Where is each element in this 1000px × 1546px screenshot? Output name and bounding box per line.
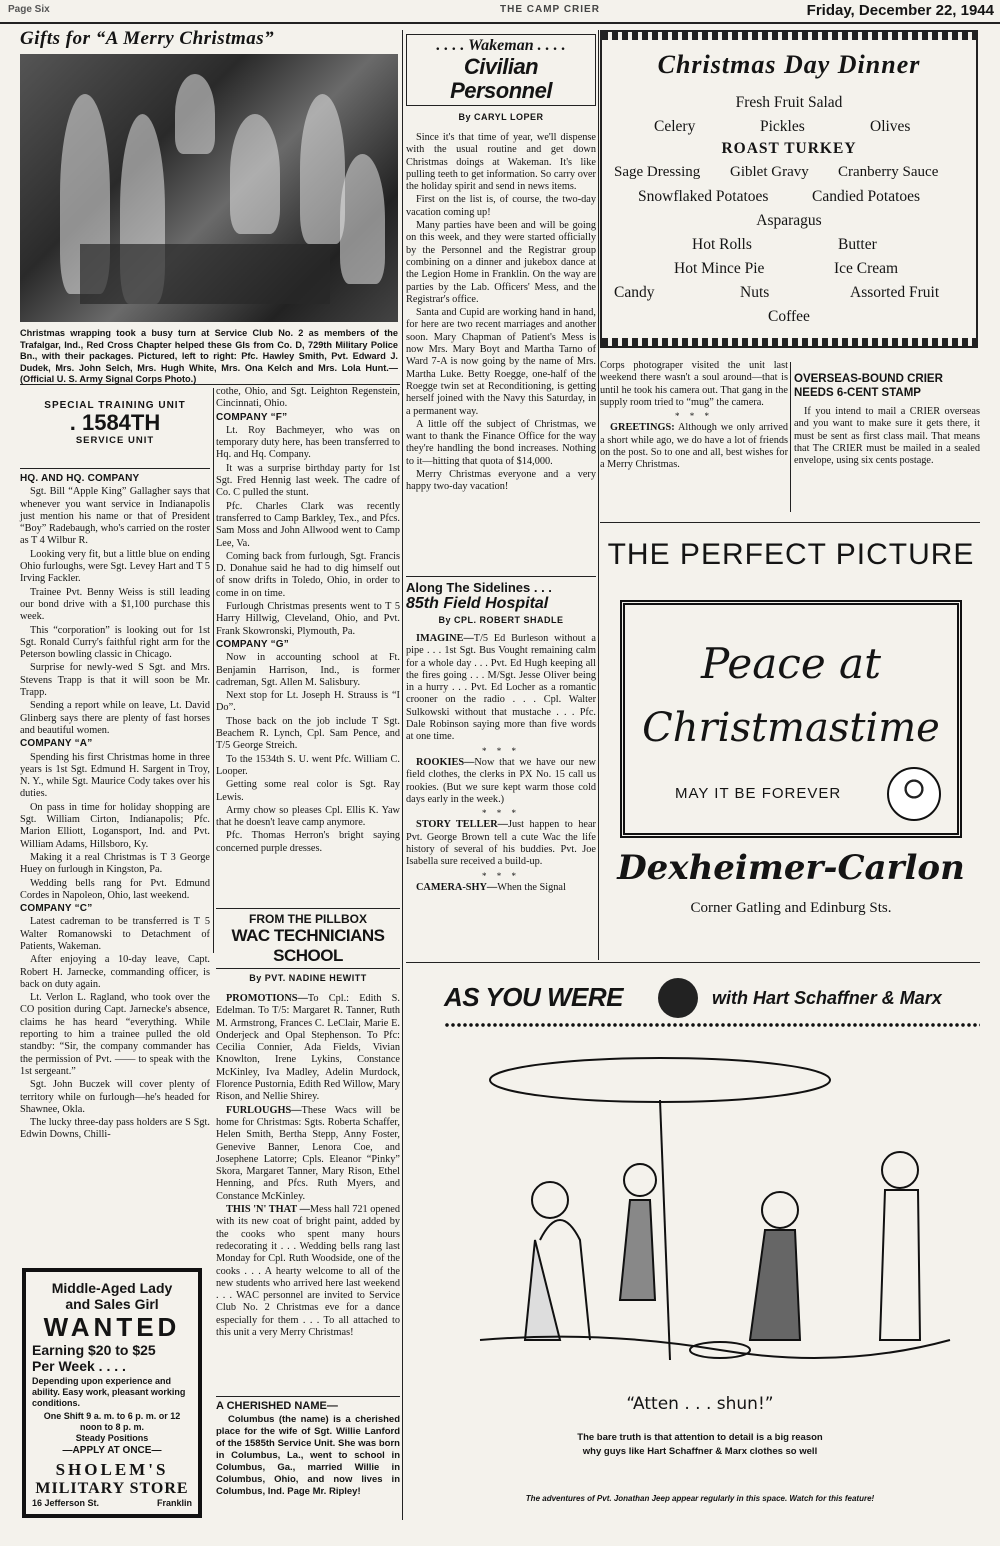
wanted-line: Per Week . . . . (32, 1358, 126, 1374)
menu-item: Hot Mince Pie (674, 260, 765, 277)
training-para: Sgt. Bill “Apple King” Gallagher says that whenever you want service in Indianapolis just mention his name or that of President “Boy” Radebaugh, who's carried on the roster as T 4 Wilbur R. (20, 486, 210, 547)
masthead-name: THE CAMP CRIER (500, 4, 600, 15)
menu-item: Candy (614, 284, 655, 301)
christmastime-script: Christmastime (642, 705, 940, 751)
menu-item: Hot Rolls (692, 236, 752, 253)
as-you-were-heading: AS YOU WERE (444, 982, 623, 1012)
corps-photographer-text (600, 360, 788, 480)
menu-item: Ice Cream (834, 260, 899, 277)
sidelines-text: Just happen to hear Pvt. George Brown tell a cute Wac the life history of several of his buddies. Pvt. Joe Isabella sure received a build-up. (406, 819, 596, 868)
menu-item: Nuts (740, 284, 770, 301)
wanted-line: Steady Positions (75, 1433, 149, 1443)
menu-item: ROAST TURKEY (721, 140, 857, 157)
training-para: Pfc. Charles Clark was recently transferred to Camp Barkley, Tex., and Pfcs. Sam Moss and John Allwood went to Camp Lee, Va. (216, 500, 400, 549)
menu-item: Giblet Gravy (730, 164, 809, 180)
rule-above-wac (216, 908, 400, 909)
civilian-byline: By CARYL LOPER (458, 112, 544, 122)
gifts-title: Gifts for “A Merry Christmas” (20, 28, 275, 49)
civilian-title: Civilian Personnel (450, 54, 552, 103)
jeep-logo-icon (658, 978, 698, 1018)
training-para: This “corporation” is looking out for 1st Sgt. Ronald Curry's faithful right arm for the Peterson bowling classic in Chicago. (20, 624, 210, 661)
training-subtitle: SERVICE UNIT (75, 435, 155, 446)
civilian-kicker: . . . . Wakeman . . . . (436, 37, 566, 54)
menu-item: Coffee (768, 308, 810, 325)
wanted-line: and Sales Girl (65, 1296, 159, 1312)
perfect-picture-title: THE PERFECT PICTURE (607, 538, 975, 571)
wac-text: These Wacs will be home for Christmas: Sgts. Roberta Schaffer, Helen Smith, Bertha Stepp, Anny Foster, Genevive Banner, Lenora Coe, and Josephene Latorre; Cpls. Eleanor “Pinky” Skora, Margaret Tanner, Mary Rison, Ethel Henning, and Pfcs. Ruth Myers, and Constance McKinley. (216, 1104, 400, 1202)
dexheimer-frame (620, 600, 962, 838)
training-column-2 (216, 386, 400, 856)
dexheimer-address: Corner Gatling and Edinburg Sts. (690, 900, 892, 916)
company-subhead: COMPANY “G” (216, 638, 289, 650)
menu-item: Assorted Fruit (850, 284, 940, 301)
training-para: Furlough Christmas presents went to T 5 Harry Hillwig, Cleveland, Ohio, and Pvt. Frank Skowronski, Plymouth, Pa. (216, 601, 400, 637)
cherished-title-text: A CHERISHED NAME (216, 1400, 327, 1412)
training-para: To the 1534th S. U. went Pfc. William C. Looper. (216, 753, 400, 777)
wac-text: Mess hall 721 opened with its new coat of bright paint, added by the cooks who spent many hours redecorating it . . . Wedding bells rang last Monday for Cpl. Ruth Woodside, one of the cooks . . . A hearty welcome to all of the new students who arrived here last weekend . . . WAC personnel are invited to Service Club No. 2 Christmas eve for a dance especially for them . . . To all attached to this unit a very Merry Christmas! (216, 1204, 400, 1339)
wac-lead: PROMOTIONS— (226, 993, 308, 1004)
wac-text: To Cpl.: Edith S. Edelman. To T/5: Margaret R. Tanner, Ruth M. Armstrong, Frances C. LeClair, Marie E. Onderjeck and Opal Stephenson. To Pfc: Cecilia Connier, Ada Fields, Vivian Knowlton, Irene Lykins, Constance McKinley, Iva Madley, Adelin Murdock, Florence Pustornia, Edith Red Willow, Mary Rison, and Nellie Shirey. (216, 993, 400, 1103)
civilian-para: Since it's that time of year, we'll dispense with the usual routine and get down Christmas doings at Wakeman. It's like pulling teeth to get information. So carry over the holiday spirit and send in news items. (406, 132, 596, 193)
training-para: Those back on the job include T Sgt. Beachem R. Lynch, Cpl. Sam Pence, and T/5 George Streich. (216, 715, 400, 752)
wac-item (216, 1204, 400, 1339)
menu-item: Fresh Fruit Salad (735, 94, 843, 111)
training-para: Spending his first Christmas home in three years is 1st Sgt. Edmund H. Sargent in Troy, N. Y., while Sgt. Maurice Cody takes over his duties. (20, 751, 210, 800)
training-para: Army chow so pleases Cpl. Ellis K. Yaw that he doesn't leave camp anymore. (216, 804, 400, 829)
sidelines-title: 85th Field Hospital (406, 595, 549, 612)
wanted-line: Middle-Aged Lady (51, 1280, 173, 1296)
cherished-title (216, 1400, 400, 1412)
choir-emblem-icon (887, 767, 941, 821)
wac-byline: By PVT. NADINE HEWITT (249, 973, 367, 983)
wanted-line: Earning $20 to $25 (32, 1342, 156, 1358)
menu-item: Candied Potatoes (812, 188, 921, 205)
training-kicker: SPECIAL TRAINING UNIT (44, 400, 186, 411)
overseas-body: If you intend to mail a CRIER overseas and you want to make sure it gets there, it must be sent as first class mail. That means that The CRIER must be mailed in a sealed envelope, using six cents postage. (794, 406, 980, 467)
christmas-dinner-menu (600, 30, 978, 348)
training-para: The lucky three-day pass holders are S Sgt. Edwin Downs, Chilli- (20, 1117, 210, 1141)
cherished-body: Columbus (the name) is a cherished place for the wife of Sgt. Willie Lanford of the 1585th Service Unit. She was born in Columbus, La., went to school in Columbus, Ga., married Willie in Columbus, Ohio, and now lives in Columbus, Ind. Page Mr. Ripley! (216, 1414, 400, 1497)
hsm-heading: with Hart Schaffner & Marx (712, 988, 942, 1008)
dexheimer-carlon-ad (602, 528, 980, 958)
sidelines-text: Now that we have our new field clothes, the clerks in PX No. 15 call us rookies. (But we sure kept warm those cold days early in the week.) (406, 756, 596, 805)
training-para: cothe, Ohio, and Sgt. Leighton Regenstein, Cincinnati, Ohio. (216, 386, 400, 410)
cartoon-caption: “Atten . . . shun!” (626, 1394, 774, 1414)
store-address (32, 1498, 192, 1508)
training-para: Sgt. John Buczek will cover plenty of territory while on furlough—he's headed for Shawnee, Okla. (20, 1079, 210, 1115)
training-para: Trainee Pvt. Benny Weiss is still leading our bond drive with a $1,100 purchase this week. (20, 586, 210, 623)
overseas-notice (794, 372, 980, 512)
wac-item (216, 1105, 400, 1203)
hart-schaffner-ad (420, 970, 980, 1540)
sidelines-item (406, 882, 596, 894)
sidelines-item (406, 633, 596, 744)
corps-para: Corps photograper visited the unit last weekend there wasn't a soul around—that is until he took his camera out. That gang in the supply room tried to “mug” the camera. (600, 360, 788, 408)
training-para: Surprise for newly-wed S Sgt. and Mrs. Stevens Trapp is that it will soon be Mr. Trapp. (20, 662, 210, 699)
civilian-personnel-story (406, 34, 596, 574)
separator-stars: * * * (675, 411, 713, 422)
cartoon-illustration (480, 1040, 950, 1370)
wac-lead: FURLOUGHS— (226, 1104, 302, 1116)
training-para: After enjoying a 10-day leave, Capt. Robert H. Jarnecke, commanding officer, is back on duty again. (20, 954, 210, 990)
civilian-para: A little off the subject of Christmas, we want to thank the Finance Office for the way they're handling the bond increases. Nothing to it—hitting that quota of $14,000. (406, 418, 596, 467)
company-subhead: COMPANY “F” (216, 411, 288, 423)
civilian-head-box (406, 34, 596, 106)
gifts-story (20, 28, 398, 384)
menu-item: Snowflaked Potatoes (638, 188, 769, 205)
store-name: MILITARY STORE (35, 1480, 189, 1497)
page-number: Page Six (8, 4, 50, 15)
training-title: . 1584TH (69, 410, 161, 435)
sidelines-item (406, 757, 596, 806)
gifts-caption: Christmas wrapping took a busy turn at Service Club No. 2 as members of the Trafalgar, Ind., Red Cross Chapter helped these GIs from Co. D, 729th Military Police Bn., with their packages. Pictured, left to right: Pfc. Hawley Smith, Pvt. Edward J. Dudek, Mrs. John Selch, Mrs. Hugh White, Mrs. Ona Kelch and Mrs. Lola Hunt.—(Official U. S. Army Signal Corps Photo.) (20, 328, 398, 384)
menu-title: Christmas Day Dinner (657, 50, 921, 79)
sidelines-lead: IMAGINE— (416, 633, 474, 644)
hsm-dot-rule (444, 1022, 980, 1028)
wac-kicker: FROM THE PILLBOX (249, 912, 367, 926)
corps-para (600, 422, 788, 471)
store-name: SHOLEM'S (55, 1460, 169, 1479)
column-rule-2 (598, 30, 599, 960)
corps-greeting: Although we only arrived a short while ago, we do have a lot of friends on the post. So to one and all, best wishes for a Merry Christmas. (600, 422, 788, 471)
wanted-line: Depending upon experience and ability. Easy work, pleasant working conditions. (32, 1376, 186, 1408)
training-para: Wedding bells rang for Pvt. Edmund Cordes in Napoleon, Ohio, last weekend. (20, 877, 210, 901)
separator-stars: * * * (482, 745, 520, 756)
training-column-rule (213, 388, 214, 953)
training-para: Pfc. Thomas Herron's bright saying concerned purple dresses. (216, 830, 400, 854)
wac-title: WAC TECHNICIANS SCHOOL (216, 926, 400, 969)
wac-story (216, 912, 400, 1392)
training-head-rule (20, 468, 210, 469)
corps-lead: GREETINGS: (610, 422, 675, 434)
hsm-tagline-1: The bare truth is that attention to detail is a big reason (577, 1432, 823, 1443)
wanted-headline: WANTED (43, 1312, 181, 1342)
menu-border-top (602, 32, 976, 40)
sidelines-body (406, 633, 596, 894)
rule-under-gifts (20, 384, 400, 385)
civilian-para: First on the list is, of course, the two-day vacation coming up! (406, 194, 596, 218)
training-para: On pass in time for holiday shopping are Sgt. William Cirton, Indianapolis; Pfc. Marion Elliott, Logansport, Ind. and Pvt. William Adams, Hillsboro, Ky. (20, 801, 210, 850)
sidelines-item (406, 819, 596, 868)
training-para: Now in accounting school at Ft. Benjamin Harrison, Ind., is former cadreman, Sgt. Allen M. Salisbury. (216, 652, 400, 688)
training-para: Latest cadreman to be transferred is T 5 Walter Romanowski to Detachment of Patients, Wakeman. (20, 916, 210, 952)
page-header (0, 0, 1000, 22)
hsm-tagline-2: why guys like Hart Schaffner & Marx clothes so well (582, 1446, 818, 1457)
issue-date: Friday, December 22, 1944 (806, 2, 994, 19)
menu-item: Asparagus (756, 212, 822, 229)
civilian-body (406, 132, 596, 494)
tree-icon (490, 1058, 830, 1102)
company-subhead: HQ. AND HQ. COMPANY (20, 473, 140, 484)
menu-item: Cranberry Sauce (838, 164, 939, 180)
company-subhead: COMPANY “A” (20, 738, 93, 750)
menu-item: Sage Dressing (614, 164, 701, 180)
cherished-dash: — (326, 1400, 338, 1412)
cherished-name-story (216, 1400, 400, 1520)
rule-above-hsm (406, 962, 980, 963)
peace-script: Peace at (701, 639, 881, 688)
dexheimer-name: Dexheimer-Carlon (617, 848, 965, 888)
training-column-1 (20, 472, 210, 1141)
sidelines-story (406, 580, 596, 960)
rule-above-cherished (216, 1396, 400, 1397)
training-para: Sending a report while on leave, Lt. David Glinberg says there are plenty of fast horses and beautiful women. (20, 700, 210, 736)
forever-motto: MAY IT BE FOREVER (675, 785, 842, 802)
training-para: It was a surprise birthday party for 1st Sgt. Fred Hennig last week. The cadre of Co. C pulled the stunt. (216, 462, 400, 499)
menu-item: Celery (654, 118, 696, 135)
civilian-para: Many parties have been and will be going on this week, and they were started officially by the Personnel and the Registrar group combining on a dinner and jukebox dance at the Legion Home in Franklin. On the way are parties by the Lab. Officers' Mess, and the Registrar's office. (406, 220, 596, 305)
column-rule-3 (790, 362, 791, 512)
wanted-line: One Shift 9 a. m. to 6 p. m. or 12 noon to 8 p. m. (43, 1411, 181, 1432)
column-rule-1 (402, 30, 403, 1520)
wac-lead: THIS 'N' THAT — (226, 1204, 310, 1216)
separator-stars: * * * (482, 870, 520, 881)
menu-item: Olives (870, 118, 911, 135)
wac-item (216, 993, 400, 1104)
rule-above-sidelines (406, 576, 596, 577)
training-para: Making it a real Christmas is T 3 George Huey on furlough in Kingston, Pa. (20, 851, 210, 876)
sidelines-kicker: Along The Sidelines . . . (406, 580, 552, 595)
sidelines-lead: STORY TELLER— (416, 819, 508, 831)
overseas-title: OVERSEAS-BOUND CRIER NEEDS 6-CENT STAMP (794, 373, 943, 399)
company-subhead: COMPANY “C” (20, 903, 93, 915)
rule-under-corps (600, 522, 980, 523)
menu-item: Pickles (760, 118, 805, 135)
training-para: Next stop for Lt. Joseph H. Strauss is “I Do”. (216, 690, 400, 714)
training-para: Getting some real color is Sgt. Ray Lewis. (216, 779, 400, 803)
wanted-line: —APPLY AT ONCE— (62, 1445, 162, 1456)
sidelines-byline: By CPL. ROBERT SHADLE (438, 615, 564, 625)
menu-item: Butter (838, 236, 877, 253)
sidelines-lead: ROOKIES— (416, 756, 475, 768)
header-rule (0, 22, 1000, 24)
training-unit-head (20, 400, 210, 460)
store-town: Franklin (156, 1498, 192, 1508)
menu-border-bottom (602, 338, 976, 346)
wanted-ad (22, 1268, 202, 1518)
training-para: Lt. Verlon L. Ragland, who took over the CO position during Capt. Jarnecke's absence, claims he has heard “everything. While reporting to him a trainee pulled the old standby: “Sir, the company commander has the permission of Pvt. —— to speak with the 1st sergeant.” (20, 992, 210, 1077)
sidelines-text: T/5 Ed Burleson without a pipe . . . 1st Sgt. Bus Vought remaining calm for a whole day . . . Pvt. Ed Hugh keeping all the fires going . . . M/Sgt. Jesse Oliver being in a hurry . . . Pvt. Ed Locher as a romantic crooner on the radio . . . Cpl. Walter Sulkowski without that mustache . . . Pfc. Dale Robinson saying more than five words at one time. (406, 633, 596, 743)
civilian-para: Santa and Cupid are working hand in hand, for here are two recent marriages and another soon. Mary Chapman of Patient's Mess is now Mrs. Mary Boyt and Martha Tarno of Ward 7-A is now going by the name of Mrs. Martha Luke. Betty Roegge, one-half of the Roegge twin set at Reconditioning, is getting herself joined with the Navy this Saturday, in a permanent way. (406, 307, 596, 417)
civilian-para: Merry Christmas everyone and a very happy two-day vacation! (406, 469, 596, 493)
sidelines-text: When the Signal (497, 881, 566, 893)
gifts-photo (20, 54, 398, 322)
training-para: Looking very fit, but a little blue on ending Ohio furloughs, were Sgt. Levey Hart and T 5 Irving Fackler. (20, 548, 210, 585)
wac-body (216, 993, 400, 1339)
separator-stars: * * * (482, 808, 520, 819)
hsm-footer: The adventures of Pvt. Jonathan Jeep appear regularly in this space. Watch for this feature! (525, 1494, 875, 1503)
sidelines-lead: CAMERA-SHY— (416, 881, 498, 893)
store-street: 16 Jefferson St. (32, 1498, 100, 1508)
training-para: Lt. Roy Bachmeyer, who was on temporary duty here, has been transferred to Hq. and Hq. Company. (216, 424, 400, 461)
training-para: Coming back from furlough, Sgt. Francis D. Donahue said he had to dig himself out of snow drifts in Toledo, Ohio, in order to come in on time. (216, 550, 400, 599)
